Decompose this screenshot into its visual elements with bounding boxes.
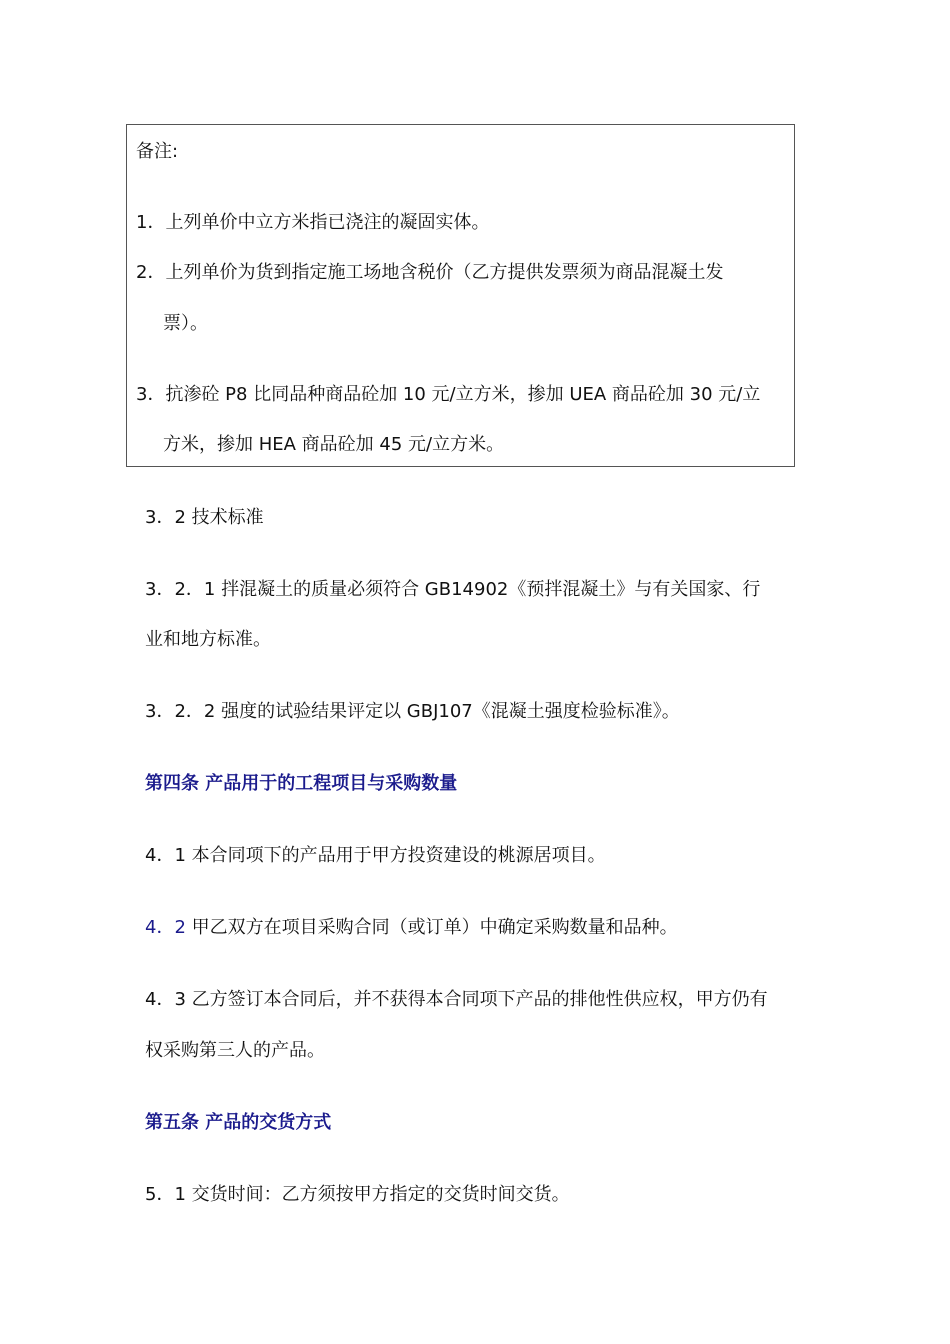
clause-4-3-line-1: 4．3 乙方签订本合同后，并不获得本合同项下产品的排他性供应权，甲方仍有 [145, 989, 768, 1010]
note-item-3-line-1: 3．抗渗砼 P8 比同品种商品砼加 10 元/立方米，掺加 UEA 商品砼加 30 元/立 [136, 384, 761, 405]
article-5-heading: 第五条 产品的交货方式 [145, 1112, 332, 1133]
note-item-2-line-2: 票）。 [163, 313, 208, 334]
clause-3-2-2: 3．2．2 强度的试验结果评定以 GBJ107《混凝土强度检验标准》。 [145, 701, 680, 722]
note-item-3-line-2: 方米，掺加 HEA 商品砼加 45 元/立方米。 [163, 434, 505, 455]
note-item-1: 1．上列单价中立方米指已浇注的凝固实体。 [136, 212, 490, 233]
notes-title: 备注: [136, 141, 179, 162]
clause-4-3-line-2: 权采购第三人的产品。 [145, 1040, 325, 1061]
clause-3-2-1-line-2: 业和地方标准。 [145, 629, 271, 650]
clause-4-1: 4．1 本合同项下的产品用于甲方投资建设的桃源居项目。 [145, 845, 606, 866]
notes-box [126, 124, 795, 467]
clause-5-1: 5．1 交货时间：乙方须按甲方指定的交货时间交货。 [145, 1184, 570, 1205]
clause-3-2: 3．2 技术标准 [145, 507, 264, 528]
clause-4-2 [145, 916, 678, 940]
clause-4-2-number: 4．2 [145, 917, 186, 938]
article-4-heading: 第四条 产品用于的工程项目与采购数量 [145, 773, 458, 794]
clause-3-2-1-line-1: 3．2．1 拌混凝土的质量必须符合 GB14902《预拌混凝土》与有关国家、行 [145, 579, 761, 600]
clause-4-2-text: 甲乙双方在项目采购合同（或订单）中确定采购数量和品种。 [185, 917, 678, 938]
note-item-2-line-1: 2．上列单价为货到指定施工场地含税价（乙方提供发票须为商品混凝土发 [136, 262, 724, 283]
